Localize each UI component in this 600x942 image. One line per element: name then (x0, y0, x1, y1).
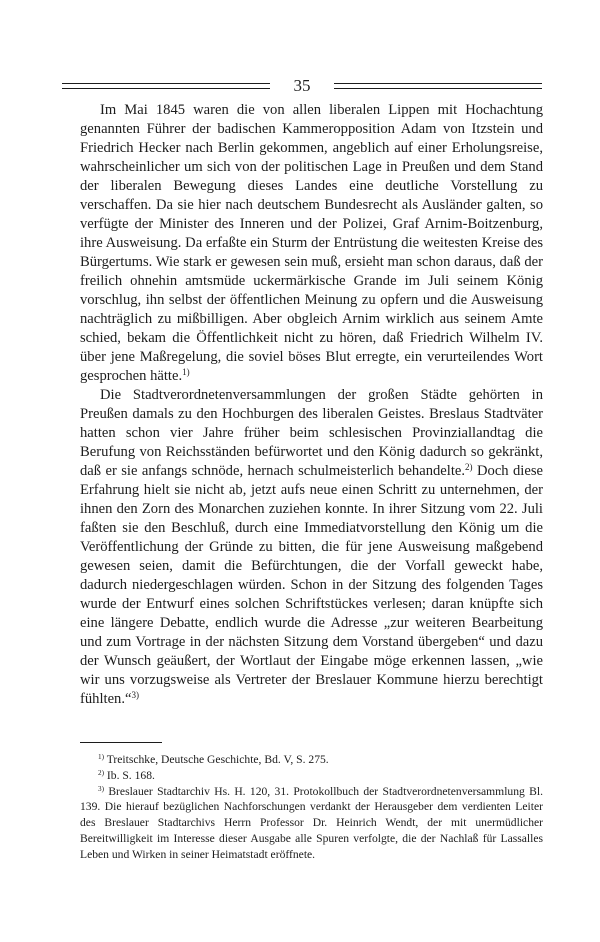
footnote-3 (80, 784, 543, 863)
paragraph-text: Im Mai 1845 waren die von allen liberalen Lippen mit Hochachtung genannten Führer der badischen Kammeropposition Adam von Itzstein und Friedrich Hecker nach Berlin gekommen, angeblich auf einer Erholungsreise, wahrscheinlicher um sich von der politischen Lage in Preußen und dem Stand der liberalen Bewegung dieses Landes eine deutliche Vorstellung zu verschaffen. Da sie hier nach deutschem Bundesrecht als Ausländer galten, so verfügte der Minister des Inneren und der Polizei, Graf Arnim-Boitzenburg, ihre Ausweisung. Da erfaßte ein Sturm der Entrüstung die weitesten Kreise des Bürgertums. Wie stark er gewesen sein muß, ersieht man schon daraus, daß der freilich ohnehin amtsmüde uckermärkische Grande im Juli seinem König vorschlug, ihn selbst der öffentlichen Meinung zu opfern und die Ausweisung nachträglich zu mißbilligen. Aber obgleich Arnim wirklich aus seinem Amte schied, bekam die Öffentlichkeit nicht zu hören, daß Friedrich Wilhelm IV. über jene Maßregelung, die soviel böses Blut erregte, ein verurteilendes Wort gesprochen hätte. (80, 102, 543, 384)
header-rule-right (334, 83, 542, 89)
page-header (62, 74, 542, 98)
header-rule-left (62, 83, 270, 89)
footnote-text: Treitschke, Deutsche Geschichte, Bd. V, S. 275. (106, 753, 329, 766)
footnote-2 (80, 768, 543, 784)
footnote-ref-3: 3) (131, 690, 140, 701)
paragraph-text: Die Stadtverordnetenversammlungen der großen Städte gehörten in Preußen damals zu den Hochburgen des liberalen Geistes. Breslaus Stadtväter hatten schon vier Jahre früher beim schlesischen Provinziallandtag die Berufung von Reichsständen befürwortet und den König dadurch so gekränkt, daß er sie anfangs schnöde, hernach schulmeisterlich behandelte. (80, 387, 543, 479)
page-number: 35 (293, 76, 311, 95)
footnote-mark: 3) (98, 784, 104, 793)
footnote-mark: 1) (98, 753, 104, 762)
footnotes (80, 752, 543, 863)
paragraph-2 (80, 386, 543, 709)
footnote-1 (80, 752, 543, 768)
footnote-separator (80, 742, 162, 743)
footnote-text: Breslauer Stadtarchiv Hs. H. 120, 31. Protokollbuch der Stadtverordnetenversammlung Bl. 139. Die hierauf bezüglichen Nachforschungen verdankt der Herausgeber dem verdienten Leiter des Breslauer Stadtarchivs Herrn Professor Dr. Heinrich Wendt, der mit unermüdlicher Bereitwilligkeit im Interesse dieser Ausgabe alle Spuren verfolgte, die der Nachlaß für Lassalles Leben und Wirken in seiner Heimatstadt eröffnete. (80, 784, 543, 861)
footnote-text: Ib. S. 168. (106, 768, 155, 782)
paragraph-text: Doch diese Erfahrung hielt sie nicht ab, jetzt aufs neue einen Schritt zu unternehmen, der ihnen den Zorn des Monarchen zuziehen konnte. In ihrer Sitzung vom 22. Juli faßten sie den Beschluß, durch eine Immediatvorstellung den König um die Veröffentlichung der Gründe zu bitten, die für jene Ausweisung maßgebend gewesen seien, damit die Befürchtungen, die der Vorfall geweckt habe, dadurch niedergeschlagen würden. Schon in der Sitzung des folgenden Tages wurde der Entwurf eines solchen Schriftstückes verlesen; daran knüpfte sich eine längere Debatte, endlich wurde die Adresse „zur weiteren Bearbeitung und zum Vortrage in der nächsten Sitzung dem Vorstand übergeben“ und dazu der Wunsch geäußert, der Wortlaut der Eingabe möge erkennen lassen, „wie wir uns vorzugsweise als Vertreter der Breslauer Kommune hierzu berechtigt fühlten.“ (80, 463, 543, 707)
footnote-ref-1: 1) (182, 367, 190, 378)
footnote-mark: 2) (98, 768, 104, 777)
footnote-ref-2: 2) (465, 462, 473, 473)
body-text (80, 101, 543, 709)
paragraph-1 (80, 101, 543, 386)
